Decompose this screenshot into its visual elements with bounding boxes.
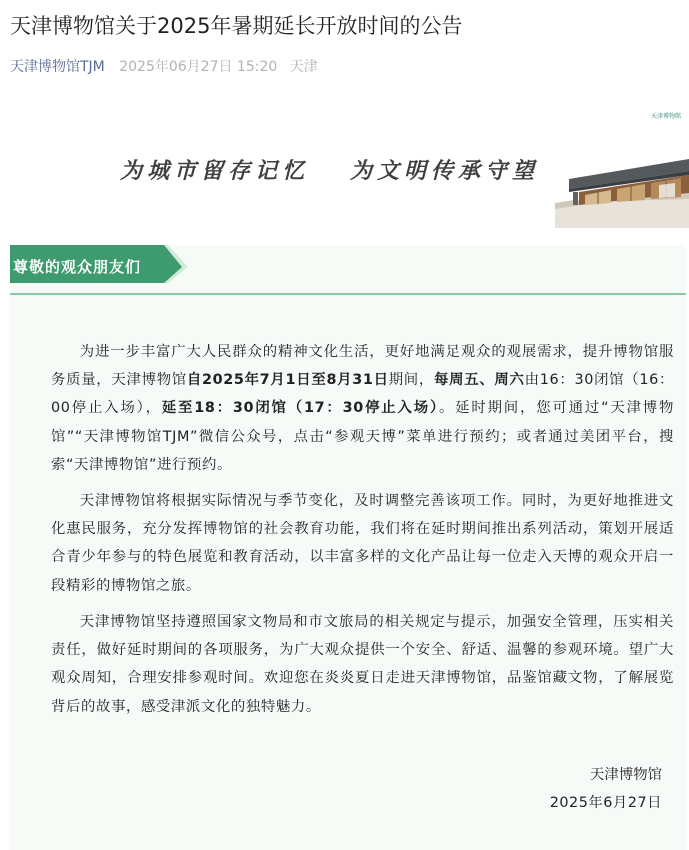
banner-image (0, 100, 689, 228)
publish-location: 天津 (289, 59, 318, 75)
p1-highlight-hours: 延至18：30闭馆（17：30停止入场） (161, 400, 439, 417)
section-heading: 尊敬的观众朋友们 (13, 258, 142, 276)
p1-highlight-days: 每周五、周六 (434, 372, 525, 389)
notice-paragraph-3: 天津博物馆坚持遵照国家文物局和市文旅局的相关规定与提示，加强安全管理，压实相关责任，做好延时期间的各项服务，为广大观众提供一个安全、舒适、温馨的参观环境。望广大观众周知，合理安排参观时间。欢迎您在炎炎夏日走进天津博物馆，品鉴馆藏文物，了解展览背后的故事，感受津派文化的独特魅力。 (51, 614, 674, 715)
p1-highlight-dates: 自2025年7月1日至8月31日 (186, 372, 389, 389)
publish-datetime: 2025年06月27日 15:20 (119, 59, 278, 75)
section-divider (10, 293, 686, 295)
notice-content-box (10, 245, 686, 850)
p1-text-2: 期间， (388, 372, 435, 389)
p1-text-4: 。延时期间，您可通过“天津博物馆”“天津博物馆TJM”微信公众号，点击“参观天博”菜单进行预约；或者通过美团平台，搜索“天津博物馆”进行预约。 (51, 400, 674, 473)
p1-text-1: 为进一步丰富广大人民群众的精神文化生活，更好地满足观众的观展需求，提升博物馆服务质量，天津博物馆 (51, 344, 674, 389)
banner-slogan-left: 为城市留存记忆 (120, 158, 310, 184)
notice-paragraph-1 (51, 338, 674, 479)
notice-paragraph-2: 天津博物馆将根据实际情况与季节变化，及时调整完善该项工作。同时，为更好地推进文化惠民服务，充分发挥博物馆的社会教育功能，我们将在延时期间推出系列活动，策划开展适合青少年参与的特色展览和教育活动，以丰富多样的文化产品让每一位走入天博的观众开启一段精彩的博物馆之旅。 (51, 493, 674, 594)
account-name-link[interactable]: 天津博物馆TJM (10, 59, 105, 75)
signature-org: 天津博物馆 (590, 767, 662, 783)
signature-date: 2025年6月27日 (549, 795, 662, 811)
museum-logo: 天津博物館 (651, 113, 682, 120)
museum-building-illustration (555, 155, 689, 228)
p1-text-3: 由16：30闭馆（16：00停止入场）， (51, 372, 674, 417)
article-meta (10, 56, 318, 76)
article-title: 天津博物馆关于2025年暑期延长开放时间的公告 (10, 14, 463, 38)
banner-slogan-right: 为文明传承守望 (350, 158, 540, 184)
